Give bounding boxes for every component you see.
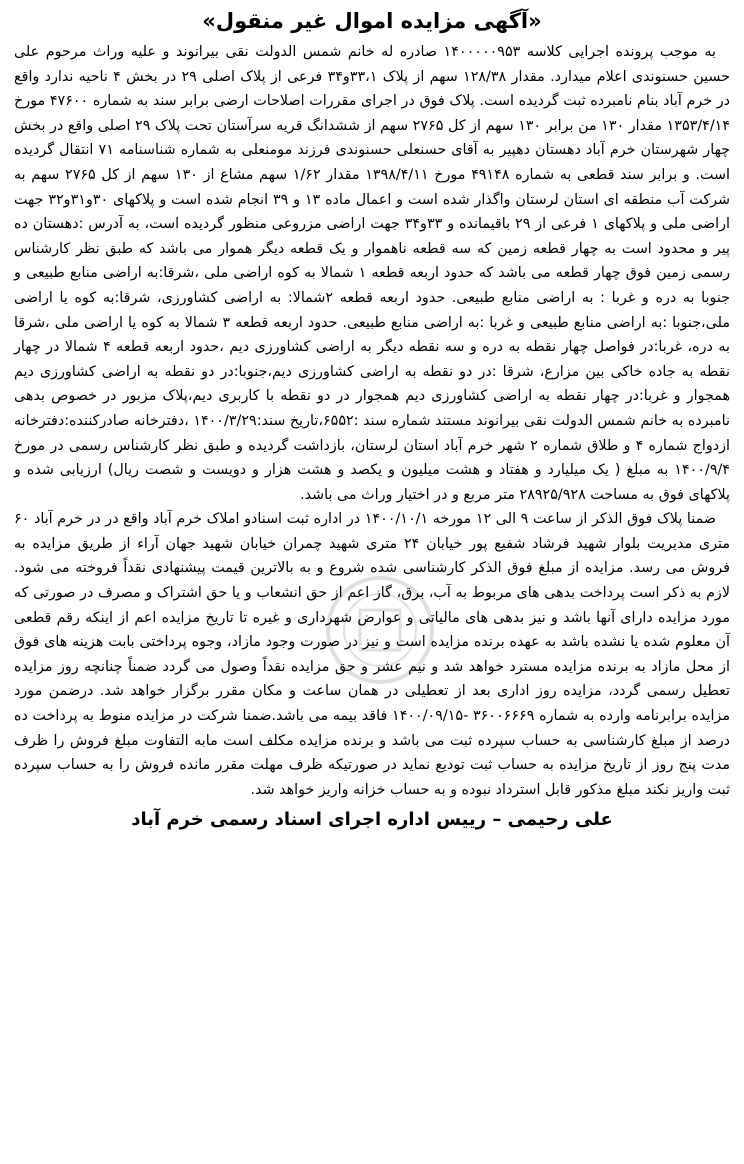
notice-title: «آگهی مزایده اموال غیر منقول» (202, 9, 542, 33)
notice-signature: علی رحیمی – رییس اداره اجرای اسناد رسمی خرم آباد (131, 809, 613, 831)
notice-paragraph: به موجب پرونده اجرایی کلاسه ۱۴۰۰۰۰۰۹۵۳ صادره له خانم شمس الدولت نقی بیرانوند و علیه وراث مرحوم علی حسین حسنوندی اعلام میدارد. مقدار ۱۲۸/۳۸ سهم از پلاک ۳۳،۱و۳۴ فرعی از پلاک اصلی ۲۹ در بخش ۴ ناحیه ندارد واقع در خرم آباد بنام نامبرده ثبت گردیده است. پلاک فوق در اجرای مقررات اصلاحات ارضی برابر سند به شماره ۴۷۶۰۰ مورخ ۱۳۵۳/۴/۱۴ مقدار ۱۳۰ من برابر ۱۳۰ سهم از کل ۲۷۶۵ سهم از ششدانگ قریه سرآستان تحت پلاک ۲۹ اصلی واقع در بخش چهار شهرستان خرم آباد دهستان دهپیر به آقای حسنعلی حسنوندی فرزند مومنعلی به شماره شناسنامه ۷۱ انتقال گردیده است. و برابر سند قطعی به شماره ۴۹۱۴۸ مورخ ۱۳۹۸/۴/۱۱ مقدار ۱/۶۲ سهم مشاع از ۱۳۰ سهم از کل ۲۷۶۵ سهم به شرکت آب منطقه ای استان لرستان واگذار شده است و اعمال ماده ۱۳ و ۳۹ انجام شده است و پلاکهای ۳۰و۳۱و۳۲ جهت اراضی ملی و پلاکهای ۱ فرعی از ۲۹ باقیمانده و ۳۳و۳۴ جهت اراضی مزروعی منظور گردیده است، به آدرس :دهستان ده پیر و محدود است به چهار قطعه زمین که سه قطعه ناهموار و یک قطعه دیگر هموار می باشد که طبق نظر کارشناس رسمی زمین فوق چهار قطعه می باشد که حدود اربعه قطعه ۱ شمالا به کوه اراضی ملی ،شرقا:به اراضی منابع طبیعی و جنوبا به دره و غربا : به اراضی منابع طبیعی. حدود اربعه قطعه ۲شمالا: به اراضی کشاورزی، شرقا:به کوه یا اراضی ملی،جنوبا :به اراضی منابع طبیعی و غربا :به اراضی منابع طبیعی. حدود اربعه قطعه ۳ شمالا به کوه یا اراضی ملی ،شرقا به دره، غربا:در فواصل چهار نقطه به دره و سه نقطه دیگر به اراضی کشاورزی دیم ،حدود اربعه قطعه ۴ شمالا در چهار نقطه به جاده خاکی بین مزارع، شرقا :در دو نقطه به اراضی کشاورزی دیم،جنوبا:در دو نقطه به اراضی کشاورزی دیم همجوار و غربا:در چهار نقطه به اراضی کشاورزی دیم همجوار در دو نقطه با کاربری دیم،پلاک مزبور در خصوص بدهی نامبرده به خانم شمس الدولت نقی بیرانوند مستند شماره سند :۶۵۵۲،تاریخ سند:۱۴۰۰/۳/۲۹ ،دفترخانه صادرکننده:دفترخانه ازدواج شماره ۴ و طلاق شماره ۲ شهر خرم آباد استان لرستان، بازداشت گردیده و طبق نظر کارشناس رسمی در مورخ ۱۴۰۰/۹/۴ به مبلغ ( یک میلیارد و هفتاد و هشت میلیون و یکصد و هشت هزار و دویست و شصت ریال) ارزیابی شده و پلاکهای فوق به مساحت ۲۸۹۲۵/۹۲۸ متر مربع و در اختیار وراث می باشد. (14, 44, 731, 503)
notice-body (14, 40, 730, 802)
notice-paragraph: ضمنا پلاک فوق الذکر از ساعت ۹ الی ۱۲ مورخه ۱۴۰۰/۱۰/۱ در اداره ثبت اسنادو املاک خرم آباد واقع در در خرم آباد ۶۰ متری مدیریت بلوار شهید فرشاد شفیع پور خیابان ۲۴ متری شهید چمران خیابان شهید جهان آراء از طریق مزایده به فروش می رسد. مزایده از مبلغ فوق الذکر کارشناسی شده شروع و به بالاترین قیمت پیشنهادی نقداً فروخته می شود. لازم به ذکر است پرداخت بدهی های مربوط به آب، برق، گاز اعم از حق انشعاب و یا حق اشتراک و مصرف در صورتی که مورد مزایده دارای آنها باشد و نیز بدهی های مالیاتی و عوارض شهرداری و غیره تا تاریخ مزایده اعم از اینکه رقم قطعی آن معلوم شده یا نشده باشد به عهده برنده مزایده است و نیز در صورت وجود مازاد، وجوه پرداختی بابت هزینه های فوق از محل مازاد به برنده مزایده مسترد خواهد شد و نیم عشر و حق مزایده نقداً وصول می گردد ضمناً چنانچه روز مزایده تعطیل رسمی گردد، مزایده روز اداری بعد از تعطیلی در همان ساعت و مکان مقرر برگزار خواهد شد. درضمن مورد مزایده برابرنامه وارده به شماره ۳۶۰۰۶۶۶۹ -۱۴۰۰/۰۹/۱۵ فاقد بیمه می باشد.ضمنا شرکت در مزایده منوط به پرداخت ده درصد از مبلغ کارشناسی به حساب سپرده ثبت می باشد و برنده مزایده مکلف است مابه التفاوت مبلغ فروش را ظرف مدت پنج روز از تاریخ مزایده به حساب ثبت تودیع نماید در صورتیکه ظرف مهلت مقرر مانده فروش را به حساب سپرده ثبت واریز نکند مبلغ مذکور قابل استرداد نبوده و به حساب خزانه واریز خواهد شد. (14, 511, 730, 798)
